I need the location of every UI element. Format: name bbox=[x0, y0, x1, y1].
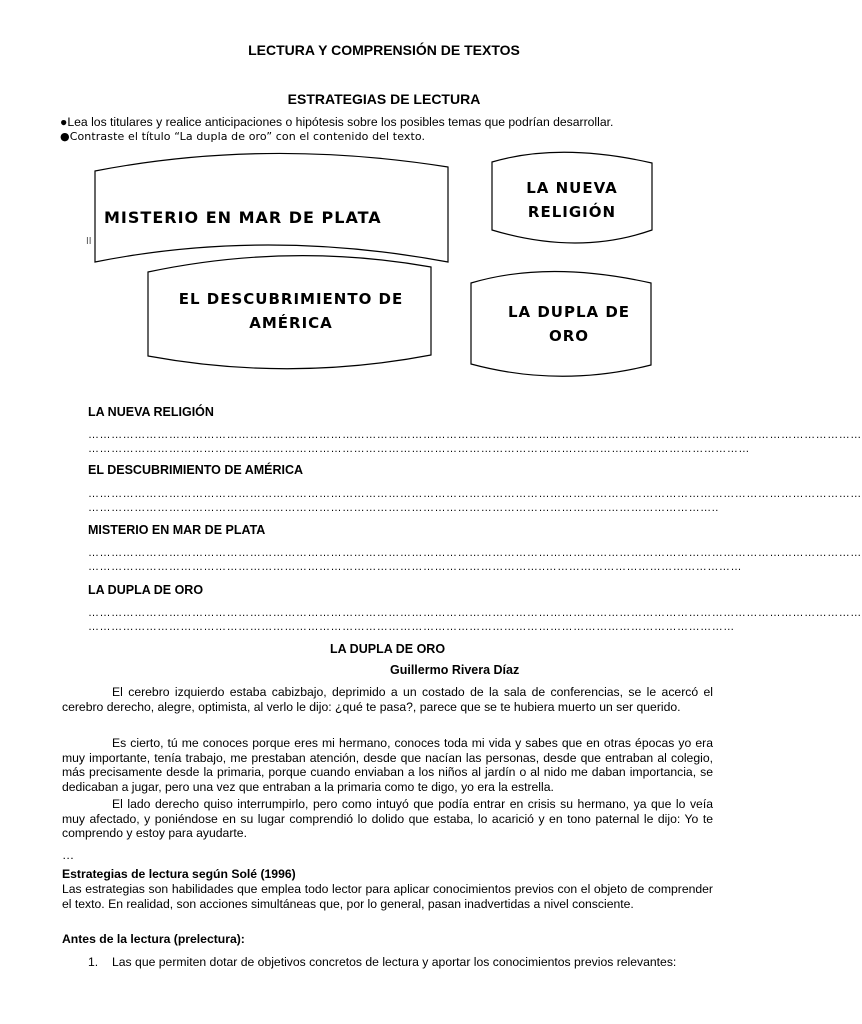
answer-lines-misterio bbox=[88, 546, 862, 574]
banner-descubrimiento-label-1: EL DESCUBRIMIENTO DE bbox=[178, 290, 404, 308]
banner-misterio bbox=[95, 153, 448, 262]
answer-lines-descubrimiento bbox=[88, 487, 862, 515]
banner-descubrimiento bbox=[148, 256, 431, 369]
list-item-text: Las que permiten dotar de objetivos concretos de lectura y aportar los conocimientos previos relevantes: bbox=[112, 955, 677, 969]
story-title: LA DUPLA DE ORO bbox=[330, 642, 446, 656]
answer-line: …………………………………………………………………………………………………………………………………………………… bbox=[88, 621, 735, 633]
banner-nueva-religion-label-2: RELIGIÓN bbox=[527, 203, 617, 221]
answer-lines-nueva-religion bbox=[88, 428, 862, 456]
sole-paragraph: Las estrategias son habilidades que emplea todo lector para aplicar conocimientos previos con el objeto de comprender el texto. En realidad, son acciones simultáneas que, por lo general, pasan inadvertidas a nivel consciente. bbox=[62, 882, 713, 911]
answer-line: ………………………………………………………………………………………………………………………………………………………………………………… bbox=[88, 429, 862, 441]
answer-line: ………………………………………………………………………………………………………………………………………………………………………………… bbox=[88, 488, 862, 500]
list-item-1 bbox=[88, 955, 676, 969]
story-paragraph-1: El cerebro izquierdo estaba cabizbajo, deprimido a un costado de la sala de conferencias, se le acercó el cerebro derecho, alegre, optimista, al verlo le dijo: ¿qué te pasa?, parece que se te hubiera muerto un ser querido. bbox=[62, 685, 713, 714]
instruction-bullet-2: ●Contraste el título “La dupla de oro” con el contenido del texto. bbox=[60, 129, 426, 143]
story-author: Guillermo Rivera Díaz bbox=[390, 663, 520, 677]
banner-descubrimiento-label-2: AMÉRICA bbox=[249, 314, 333, 332]
banner-misterio-label: MISTERIO EN MAR DE PLATA bbox=[104, 208, 382, 227]
section-title: ESTRATEGIAS DE LECTURA bbox=[287, 91, 481, 107]
banner-dupla-label-2: ORO bbox=[548, 327, 590, 345]
document-title: LECTURA Y COMPRENSIÓN DE TEXTOS bbox=[248, 42, 520, 58]
sole-heading: Estrategias de lectura según Solé (1996) bbox=[62, 867, 296, 881]
headline-banners bbox=[0, 150, 768, 390]
answer-heading-dupla: LA DUPLA DE ORO bbox=[88, 583, 204, 597]
answer-line: ………………………………………………………………………………………………………..…………………………………………… bbox=[88, 561, 743, 573]
banner-dupla-label-1: LA DUPLA DE bbox=[507, 303, 631, 321]
answer-heading-misterio: MISTERIO EN MAR DE PLATA bbox=[88, 523, 266, 537]
story-ellipsis: … bbox=[62, 848, 75, 862]
banner-dupla-de-oro bbox=[471, 272, 651, 377]
answer-line: ………………………………………………………………………………………………………………………………………………………………………………… bbox=[88, 607, 862, 619]
banner-nueva-religion-label-1: LA NUEVA bbox=[526, 179, 618, 197]
answer-line: ……………………………………………………………………………………………………………………………………………….. bbox=[88, 502, 719, 514]
story-paragraph-2: Es cierto, tú me conoces porque eres mi hermano, conoces toda mi vida y sabes que en otras épocas yo era muy importante, tenía trabajo, me prestaban atención, desde que nacían las personas, desde que entraban al colegio, más precisamente desde la primaria, porque cuando enviaban a los niños al jardín o al nido me daban importancia, se dedicaban a jugar, pero una vez que entraban a la primaria como te digo, yo era la estrella. bbox=[62, 736, 713, 794]
story-paragraph-3: El lado derecho quiso interrumpirlo, pero como intuyó que podía entrar en crisis su hermano, ya que lo veía muy afectado, y poniéndose en su lugar comprendió lo dolido que estaba, lo acarició y en tono paternal le dijo: Yo te comprendo y estoy para ayudarte. bbox=[62, 797, 713, 840]
banner-nueva-religion bbox=[492, 152, 652, 243]
answer-heading-nueva-religion: LA NUEVA RELIGIÓN bbox=[88, 405, 214, 419]
answer-lines-dupla bbox=[88, 606, 862, 634]
instruction-bullet-1: ●Lea los titulares y realice anticipaciones o hipótesis sobre los posibles temas que podrían desarrollar. bbox=[60, 115, 614, 129]
prelectura-heading: Antes de la lectura (prelectura): bbox=[62, 932, 245, 946]
answer-line: ……………………………………………………………………………………………………………….……………………………………… bbox=[88, 443, 750, 455]
instruction-bullets bbox=[60, 115, 613, 144]
list-item-number: 1. bbox=[88, 955, 99, 969]
answer-heading-descubrimiento: EL DESCUBRIMIENTO DE AMÉRICA bbox=[88, 463, 304, 477]
answer-line: ………………………………………………………………………………………………………………………………………………………………………………… bbox=[88, 547, 862, 559]
stray-mark: II bbox=[86, 236, 92, 247]
